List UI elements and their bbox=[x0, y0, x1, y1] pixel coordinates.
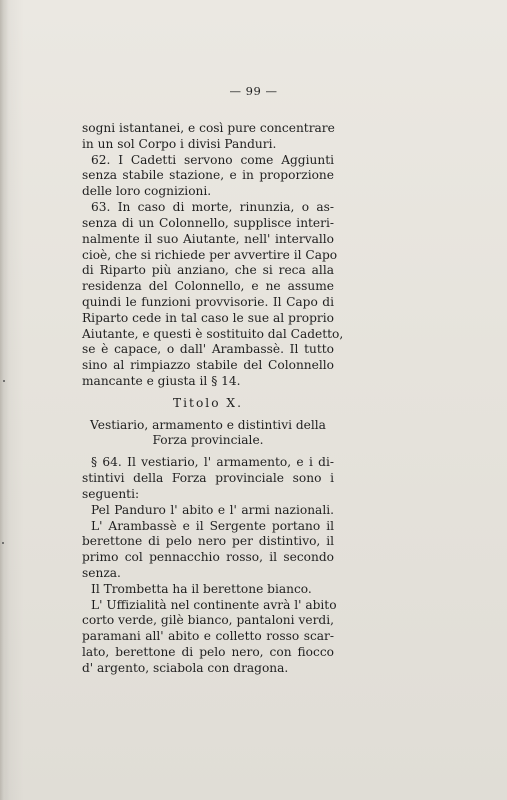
text-line: senza di un Colonnello, supplisce interi- bbox=[82, 215, 334, 230]
text-line: primo col pennacchio rosso, il secondo bbox=[82, 550, 334, 565]
text-line: senza. bbox=[82, 565, 121, 580]
text-line: in un sol Corpo i divisi Panduri. bbox=[82, 136, 277, 151]
text-line: di Riparto più anziano, che si reca alla bbox=[82, 263, 334, 278]
text-line: residenza del Colonnello, e ne assume bbox=[82, 279, 334, 294]
text-line: senza stabile stazione, e in proporzione bbox=[82, 168, 334, 183]
text-line: Pel Panduro l' abito e l' armi nazionali. bbox=[91, 502, 334, 517]
text-line: L' Uffizialità nel continente avrà l' abito bbox=[91, 597, 337, 612]
text-line: 63. In caso di morte, rinunzia, o as- bbox=[91, 200, 334, 215]
text-line: delle loro cognizioni. bbox=[82, 184, 212, 199]
text-line: stintivi della Forza provinciale sono i bbox=[82, 471, 334, 486]
section-subtitle: Forza provinciale. bbox=[152, 433, 264, 448]
text-line: corto verde, gilè bianco, pantaloni verdi, bbox=[82, 613, 334, 628]
text-line: cioè, che si richiede per avvertire il Capo bbox=[82, 247, 338, 262]
text-line: mancante e giusta il § 14. bbox=[82, 374, 241, 388]
text-line: Aiutante, e questi è sostituito dal Cadetto, bbox=[82, 326, 344, 341]
text-line: lato, berettone di pelo nero, con fiocco bbox=[82, 645, 334, 659]
page-spine-shadow bbox=[0, 0, 8, 800]
body-text bbox=[82, 121, 344, 677]
print-speck bbox=[2, 542, 4, 544]
text-line: 62. I Cadetti servono come Aggiunti bbox=[91, 152, 334, 167]
text-line: berettone di pelo nero per distintivo, il bbox=[82, 534, 334, 549]
text-line: seguenti: bbox=[82, 486, 140, 501]
print-speck bbox=[3, 380, 5, 382]
text-line: quindi le funzioni provvisorie. Il Capo di bbox=[82, 294, 334, 309]
page-number: — 99 — bbox=[229, 84, 278, 98]
section-title: Titolo X. bbox=[173, 395, 243, 410]
text-line: Riparto cede in tal caso le sue al proprio bbox=[82, 310, 334, 325]
text-line: Il Trombetta ha il berettone bianco. bbox=[91, 581, 312, 596]
text-line: L' Arambassè e il Sergente portano il bbox=[91, 518, 334, 533]
text-line: se è capace, o dall' Arambassè. Il tutto bbox=[82, 342, 334, 357]
text-line: sogni istantanei, e così pure concentrare bbox=[82, 121, 335, 135]
text-line: § 64. Il vestiario, l' armamento, e i di- bbox=[91, 455, 334, 470]
text-line: paramani all' abito e colletto rosso scar- bbox=[82, 629, 334, 644]
section-subtitle: Vestiario, armamento e distintivi della bbox=[90, 417, 326, 432]
text-line: d' argento, sciabola con dragona. bbox=[82, 660, 289, 675]
text-line: nalmente il suo Aiutante, nell' intervallo bbox=[82, 231, 334, 246]
text-line: sino al rimpiazzo stabile del Colonnello bbox=[82, 358, 334, 373]
